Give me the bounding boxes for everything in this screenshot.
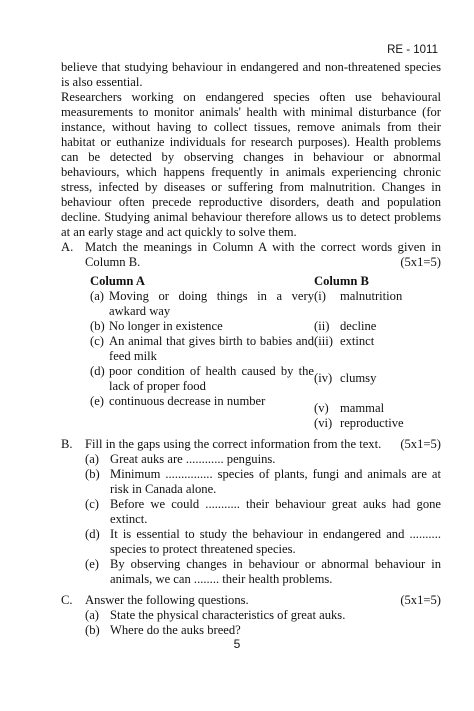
column-b-item: extinct — [340, 334, 375, 348]
passage-paragraph: Researchers working on endangered species often use behavioural measurements to monitor animals' health with minimal disturbance (for instance, without having to collect tissues, remove animals from their habitat or euthanize individuals for research purposes). Health problems can be detected by observing changes in behaviour or abnormal behaviours, which happens frequently in animals experiencing chronic stress, infected by diseases or suffering from malnutrition. Changes in behaviour often precede reproductive disorders, death and population decline. Studying animal behaviour therefore allows us to detect problems at an early stage and act quickly to solve them. — [61, 90, 441, 239]
question-text: Fill in the gaps using the correct information from the text. — [85, 437, 382, 451]
match-table — [90, 274, 441, 431]
list-item — [85, 557, 441, 587]
item-number: (a) — [85, 608, 99, 622]
item-number: (b) — [85, 623, 100, 637]
column-a-item: Moving or doing things in a very awkard way — [109, 289, 314, 318]
item-number: (v) — [314, 401, 329, 415]
item-number: (vi) — [314, 416, 333, 430]
question-a — [61, 240, 441, 270]
item-number: (iii) — [314, 334, 333, 348]
list-item — [85, 608, 441, 623]
list-item — [85, 497, 441, 527]
match-row — [90, 394, 441, 416]
passage-paragraph: believe that studying behaviour in endangered and non-threatened species is also essential. — [61, 60, 441, 89]
item-text: Where do the auks breed? — [110, 623, 241, 637]
item-text: Great auks are ............ penguins. — [110, 452, 276, 466]
item-number: (a) — [85, 452, 99, 466]
match-row — [90, 364, 441, 394]
item-number: (a) — [90, 289, 104, 303]
question-b — [61, 437, 441, 452]
list-item — [85, 452, 441, 467]
column-b-item: clumsy — [340, 371, 377, 385]
item-number: (e) — [90, 394, 104, 408]
list-item — [85, 467, 441, 497]
item-number: (iv) — [314, 371, 333, 385]
column-a-item: An animal that gives birth to babies and feed milk — [109, 334, 314, 363]
item-text: Before we could ........... their behaviour great auks had gone extinct. — [110, 497, 441, 526]
item-text: It is essential to study the behaviour in endangered and .......... species to protect threatened species. — [110, 527, 441, 556]
column-a-item: continuous decrease in number — [109, 394, 266, 408]
item-number: (e) — [85, 557, 99, 571]
column-b-item: decline — [340, 319, 377, 333]
question-c — [61, 593, 441, 608]
match-row — [90, 416, 441, 431]
item-number: (d) — [90, 364, 105, 378]
marks: (5x1=5) — [400, 437, 441, 451]
marks: (5x1=5) — [400, 593, 441, 607]
item-number: (b) — [85, 467, 100, 481]
document-body — [61, 60, 441, 638]
question-letter: A. — [61, 240, 74, 254]
item-text: By observing changes in behaviour or abnormal behaviour in animals, we can ........ their health problems. — [110, 557, 441, 586]
match-row — [90, 289, 441, 319]
question-text: Answer the following questions. — [85, 593, 249, 607]
match-row — [90, 334, 441, 364]
column-b-item: reproductive — [340, 416, 404, 430]
page-number: 5 — [233, 637, 241, 651]
item-number: (ii) — [314, 319, 330, 333]
column-b-item: malnutrition — [340, 289, 403, 303]
item-text: Minimum ............... species of plants, fungi and animals are at risk in Canada alone. — [110, 467, 441, 496]
page-code: RE - 1011 — [387, 44, 438, 56]
item-text: State the physical characteristics of great auks. — [110, 608, 346, 622]
list-item — [85, 623, 441, 638]
list-item — [85, 527, 441, 557]
column-a-heading: Column A — [90, 274, 145, 288]
item-number: (b) — [90, 319, 105, 333]
column-a-item: poor condition of health caused by the lack of proper food — [109, 364, 314, 393]
item-number: (i) — [314, 289, 326, 303]
question-letter: C. — [61, 593, 73, 607]
column-a-item: No longer in existence — [109, 319, 223, 333]
question-letter: B. — [61, 437, 73, 451]
question-text: Match the meanings in Column A with the correct words given in Column B. — [85, 240, 441, 269]
item-number: (c) — [85, 497, 99, 511]
item-number: (c) — [90, 334, 104, 348]
marks: (5x1=5) — [400, 255, 441, 269]
item-number: (d) — [85, 527, 100, 541]
match-row — [90, 319, 441, 334]
column-b-heading: Column B — [314, 274, 369, 288]
column-b-item: mammal — [340, 401, 385, 415]
